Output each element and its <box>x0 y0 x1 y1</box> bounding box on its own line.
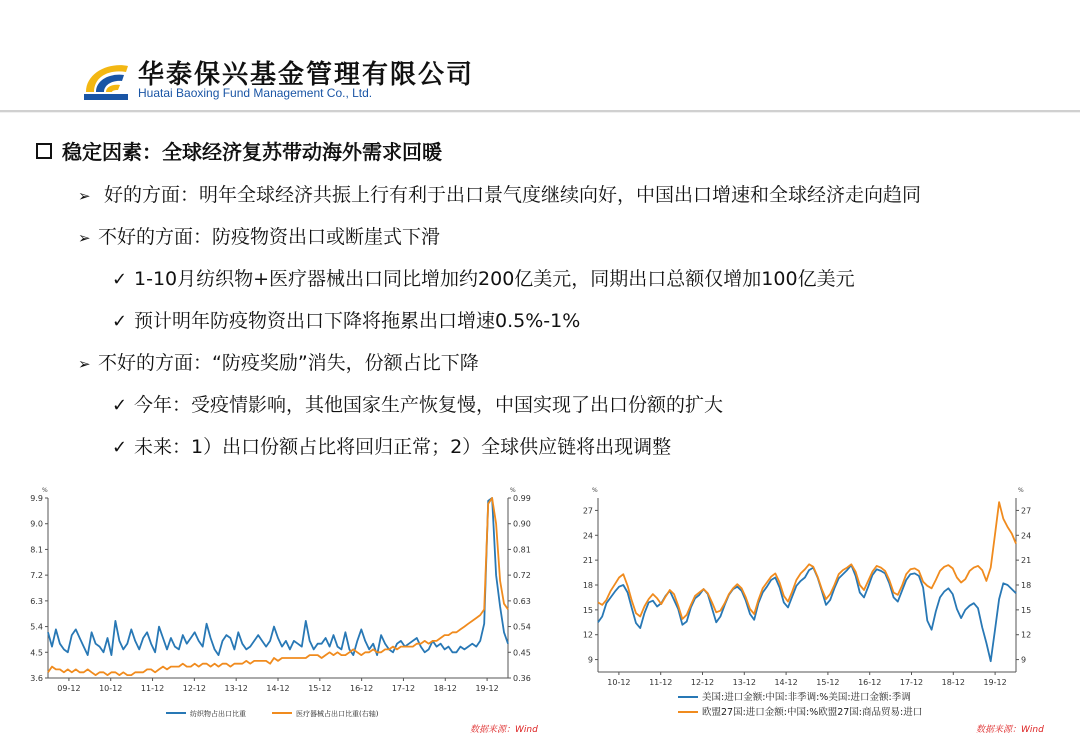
y-tick-label-right: 0.90 <box>513 519 531 529</box>
y-tick-label-right: 0.99 <box>513 494 531 503</box>
check-text: 今年：受疫情影响，其他国家生产恢复慢，中国实现了出口份额的扩大 <box>134 394 724 416</box>
x-tick-label: 14-12 <box>774 678 798 687</box>
x-tick-label: 19-12 <box>983 678 1007 687</box>
x-tick-label: 19-12 <box>475 684 499 693</box>
x-tick-label: 17-12 <box>899 678 924 687</box>
y-tick-label-right: 18 <box>1021 581 1032 590</box>
x-tick-label: 15-12 <box>308 684 332 693</box>
x-tick-label: 11-12 <box>649 678 673 687</box>
y-tick-label-right: 0.54 <box>513 622 531 632</box>
arrow-bullet-icon: ➢ <box>78 187 91 205</box>
legend-label: 美国:进口金额:中国:非季调:%美国:进口金额:季调 <box>702 692 911 703</box>
x-tick-label: 11-12 <box>140 684 165 693</box>
bullet-line <box>78 222 440 249</box>
y-tick-label-left: 3.6 <box>30 674 43 683</box>
series-line-1 <box>598 502 1016 619</box>
chart-source-left: 数据来源：Wind <box>470 725 538 735</box>
y-tick-label-right: 0.36 <box>513 674 531 683</box>
y-tick-label-left: 27 <box>582 506 593 516</box>
company-name-cn: 华泰保兴基金管理有限公司 <box>138 60 475 90</box>
bullet-text: 好的方面：明年全球经济共振上行有利于出口景气度继续向好，中国出口增速和全球经济走向趋同 <box>98 184 922 206</box>
chart-textile-medical <box>26 480 552 726</box>
y-tick-label-left: 18 <box>582 581 593 590</box>
x-tick-label: 15-12 <box>816 678 840 687</box>
checkmark-icon: ✓ <box>112 437 128 458</box>
check-line <box>112 390 723 417</box>
y-axis-unit-left: % <box>592 487 598 494</box>
checkmark-icon: ✓ <box>112 395 128 416</box>
y-tick-label-left: 12 <box>582 630 593 640</box>
y-tick-label-right: 15 <box>1021 605 1032 615</box>
check-line <box>112 432 671 459</box>
bullet-text: 不好的方面：“防疫奖励”消失，份额占比下降 <box>98 352 479 374</box>
x-tick-label: 16-12 <box>858 678 882 687</box>
bullet-line <box>78 180 921 207</box>
check-line <box>112 264 855 291</box>
x-tick-label: 13-12 <box>224 684 248 693</box>
x-tick-label: 16-12 <box>350 684 374 693</box>
legend-label: 医疗器械占出口比重(右轴) <box>296 710 379 718</box>
y-tick-label-left: 15 <box>582 605 593 615</box>
y-tick-label-left: 24 <box>582 531 593 541</box>
y-tick-label-left: 21 <box>582 556 593 566</box>
y-tick-label-left: 4.5 <box>30 648 43 658</box>
chart-us-eu-imports <box>560 480 1060 726</box>
check-text: 未来：1）出口份额占比将回归正常；2）全球供应链将出现调整 <box>134 436 672 458</box>
y-tick-label-left: 6.3 <box>30 596 43 606</box>
checkmark-icon: ✓ <box>112 269 128 290</box>
checkmark-icon: ✓ <box>112 311 128 332</box>
y-tick-label-left: 5.4 <box>30 622 43 632</box>
legend-label: 纺织物占出口比重 <box>190 710 246 718</box>
y-tick-label-right: 27 <box>1021 506 1032 516</box>
header-divider-shadow <box>0 112 1080 113</box>
x-tick-label: 10-12 <box>99 684 123 693</box>
x-tick-label: 09-12 <box>57 684 81 693</box>
y-tick-label-right: 0.63 <box>513 596 531 606</box>
x-tick-label: 14-12 <box>266 684 290 693</box>
y-tick-label-left: 8.1 <box>30 545 43 555</box>
bullet-text: 不好的方面：防疫物资出口或断崖式下滑 <box>98 226 441 248</box>
y-tick-label-right: 0.45 <box>513 648 531 658</box>
y-axis-unit-right: % <box>510 487 516 494</box>
company-logo-icon <box>80 58 132 102</box>
bullet-line <box>78 348 479 375</box>
arrow-bullet-icon: ➢ <box>78 229 91 247</box>
series-line-1 <box>48 498 508 675</box>
section-heading-text: 稳定因素：全球经济复苏带动海外需求回暖 <box>62 140 442 164</box>
y-tick-label-left: 9 <box>587 655 593 665</box>
company-name-en: Huatai Baoxing Fund Management Co., Ltd. <box>138 86 373 100</box>
y-tick-label-left: 9.9 <box>30 494 43 503</box>
x-tick-label: 10-12 <box>607 678 631 687</box>
section-heading <box>36 136 442 165</box>
x-tick-label: 12-12 <box>690 678 715 687</box>
y-tick-label-left: 7.2 <box>30 571 43 581</box>
x-tick-label: 12-12 <box>182 684 206 693</box>
y-tick-label-right: 0.72 <box>513 571 531 581</box>
check-text: 1-10月纺织物+医疗器械出口同比增加约200亿美元，同期出口总额仅增加100亿美元 <box>134 268 855 290</box>
legend-label: 欧盟27国:进口金额:中国:%欧盟27国:商品贸易:进口 <box>702 707 923 718</box>
checkbox-square-icon <box>36 143 52 159</box>
check-text: 预计明年防疫物资出口下降将拖累出口增速0.5%-1% <box>134 310 581 332</box>
y-tick-label-right: 21 <box>1021 556 1032 566</box>
arrow-bullet-icon: ➢ <box>78 355 91 373</box>
y-tick-label-right: 12 <box>1021 630 1032 640</box>
series-line-0 <box>48 498 508 655</box>
x-tick-label: 18-12 <box>941 678 965 687</box>
header <box>0 0 1080 112</box>
y-axis-unit-left: % <box>42 487 48 494</box>
x-tick-label: 17-12 <box>391 684 416 693</box>
x-tick-label: 13-12 <box>732 678 756 687</box>
chart-source-right: 数据来源：Wind <box>976 725 1044 735</box>
check-line <box>112 306 580 333</box>
y-axis-unit-right: % <box>1018 487 1024 494</box>
y-tick-label-left: 9.0 <box>30 519 43 529</box>
y-tick-label-right: 24 <box>1021 531 1032 541</box>
x-tick-label: 18-12 <box>433 684 457 693</box>
series-line-0 <box>598 565 1016 661</box>
y-tick-label-right: 0.81 <box>513 545 531 555</box>
y-tick-label-right: 9 <box>1021 655 1027 665</box>
